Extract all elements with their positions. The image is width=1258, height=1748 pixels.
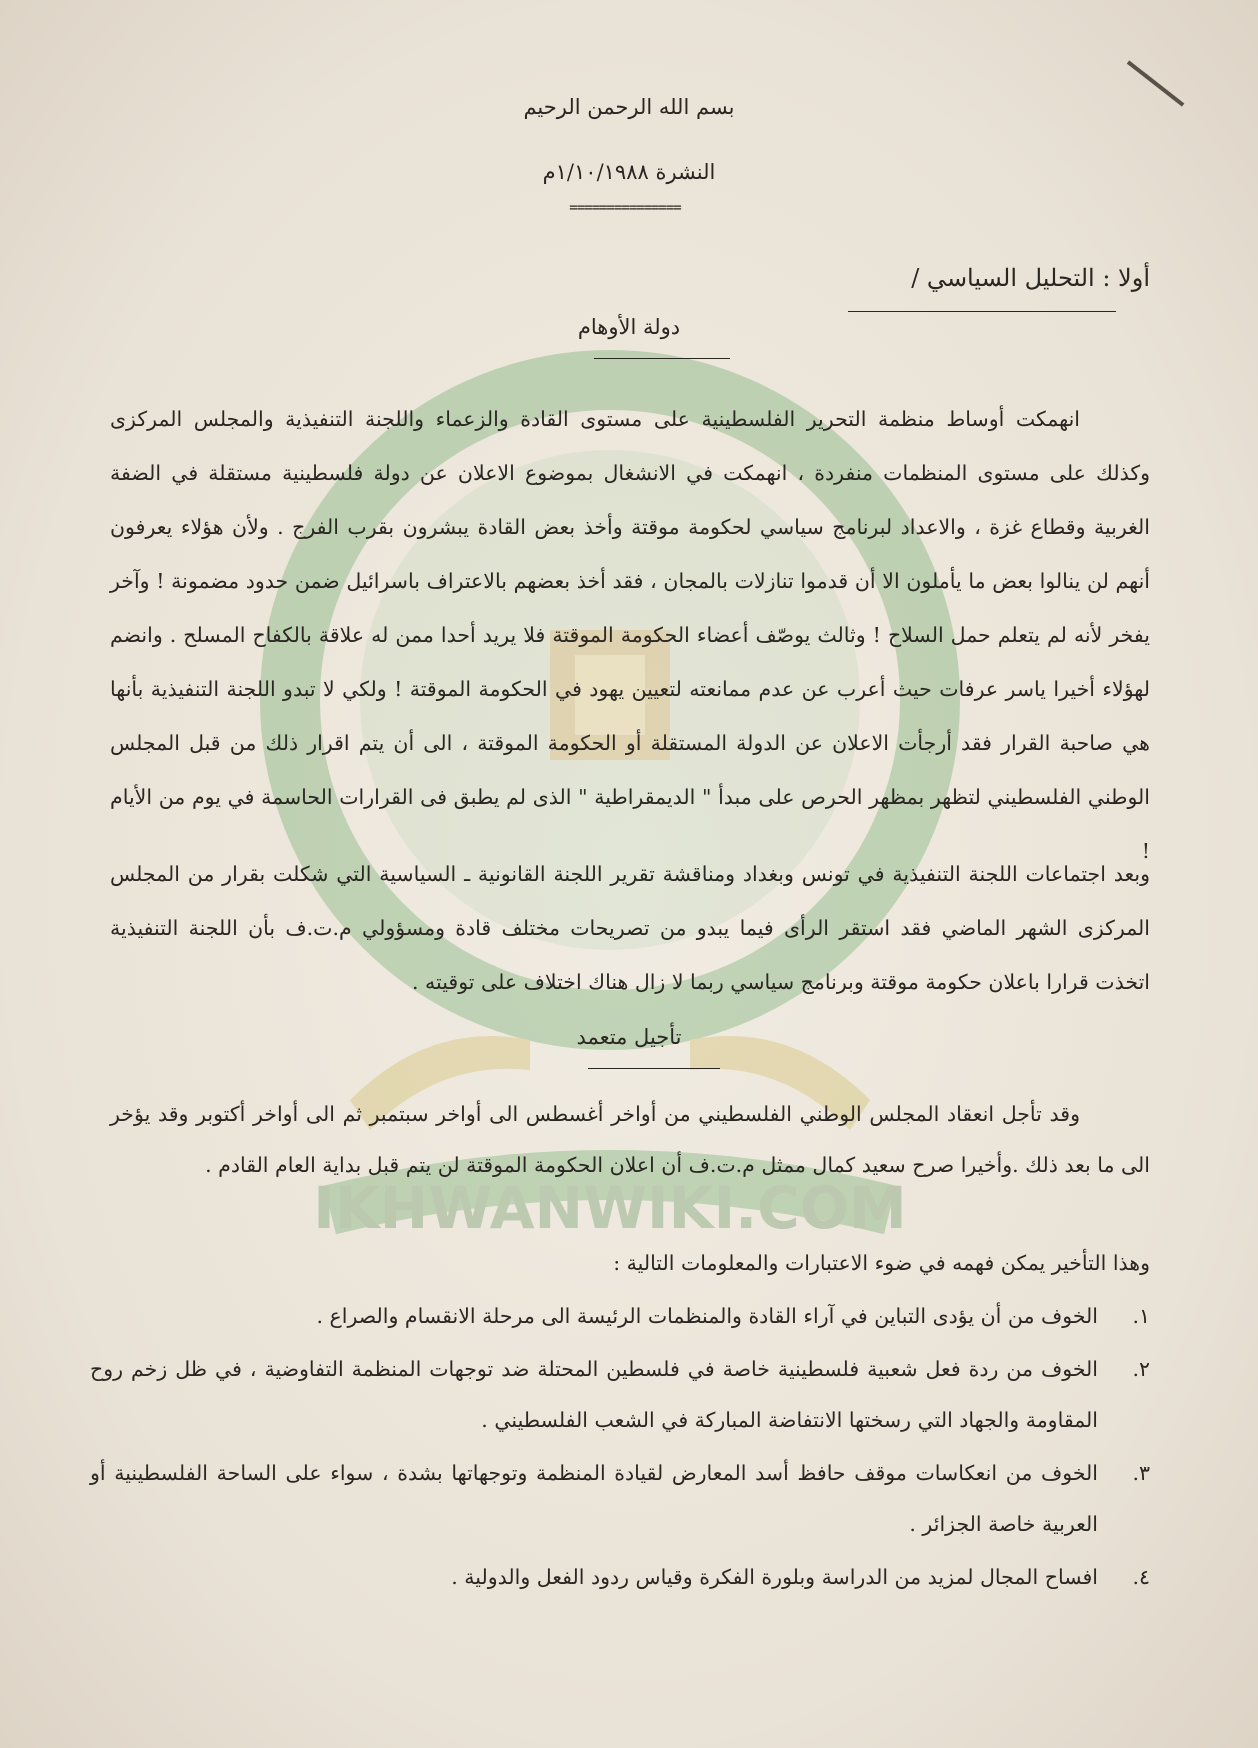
body-paragraph: انهمكت أوساط منظمة التحرير الفلسطينية على مستوى القادة والزعماء واللجنة التنفيذية والمجلس المركزى وكذلك على مستوى المنظمات منفردة ، انهمكت في الانشغال بموضوع الاعلان عن دولة فلسطينية مستقلة في الضفة الغربية وقطاع غزة ، والاعداد لبرنامج سياسي لحكومة موقتة وأخذ بعض القادة يبشرون بقرب الفرج . ولأن هؤلاء يعرفون أنهم لن ينالوا بعض ما يأملون الا أن قدموا تنازلات بالمجان ، فقد أخذ بعضهم بالاعتراف باسرائيل ضمن حدود مضمونة ! وآخر يفخر لأنه لم يتعلم حمل السلاح ! وثالث يوصّف أعضاء الحكومة الموقتة فلا يريد أحدا ممن له علاقة بالكفاح المسلح . وانضم لهؤلاء أخيرا ياسر عرفات حيث أعرب عن عدم ممانعته لتعيين يهود في الحكومة الموقتة ! ولكي لا تبدو اللجنة التنفيذية بأنها هي صاحبة القرار فقد أرجأت الاعلان عن الدولة المستقلة أو الحكومة الموقتة ، الى أن يتم اقرار ذلك من قبل المجلس الوطني الفلسطيني لتظهر بمظهر الحرص على مبدأ " الديمقراطية " الذى لم يطبق فى القرارات الحاسمة في يوم من الأيام ! xyxy=(110,407,1150,863)
body-paragraph: وهذا التأخير يمكن فهمه في ضوء الاعتبارات والمعلومات التالية : xyxy=(613,1251,1150,1275)
body-paragraph: وقد تأجل انعقاد المجلس الوطني الفلسطيني من أواخر أغسطس الى أواخر سبتمبر ثم الى أواخر أكتوبر وقد يؤخر الى ما بعد ذلك .وأخيرا صرح سعيد كمال ممثل م.ت.ف أن اعلان الحكومة الموقتة لن يتم قبل بداية العام القادم . xyxy=(110,1102,1150,1177)
considerations-list xyxy=(90,1291,1150,1605)
issue-double-rule: =============== xyxy=(569,200,681,216)
subsection-title: تأجيل متعمد xyxy=(576,1025,682,1049)
section-underline xyxy=(848,311,1116,312)
list-item-text: الخوف من أن يؤدى التباين في آراء القادة والمنظمات الرئيسة الى مرحلة الانقسام والصراع . xyxy=(316,1304,1098,1328)
list-item-text: افساح المجال لمزيد من الدراسة وبلورة الفكرة وقياس ردود الفعل والدولية . xyxy=(451,1565,1098,1589)
subsection-underline xyxy=(588,1068,720,1069)
list-item-text: الخوف من ردة فعل شعبية فلسطينية خاصة في فلسطين المحتلة ضد توجهات المنظمة التفاوضية ، في ظل زخم روح المقاومة والجهاد التي رسختها الانتفاضة المباركة في الشعب الفلسطيني . xyxy=(90,1357,1098,1432)
basmala: بسم الله الرحمن الرحيم xyxy=(523,95,735,119)
list-item-number: ٣. xyxy=(1132,1461,1150,1485)
issue-date-line: النشرة ١/١٠/١٩٨٨م xyxy=(542,160,716,184)
section-title: أولا : التحليل السياسي / xyxy=(911,264,1150,292)
list-item-number: ١. xyxy=(1132,1304,1150,1328)
subsection-title: دولة الأوهام xyxy=(577,315,681,339)
list-item xyxy=(90,1344,1150,1446)
subsection-underline xyxy=(594,358,730,359)
list-item xyxy=(90,1448,1150,1550)
body-paragraph: وبعد اجتماعات اللجنة التنفيذية في تونس وبغداد ومناقشة تقرير اللجنة القانونية ـ السياسية التي شكلت بقرار من المجلس المركزى الشهر الماضي فقد استقر الرأى فيما يبدو من تصريحات مختلف قادة ومسؤولي م.ت.ف بأن اللجنة التنفيذية اتخذت قرارا باعلان حكومة موقتة وبرنامج سياسي ربما لا زال هناك اختلاف على توقيته . xyxy=(110,862,1150,994)
list-item-text: الخوف من انعكاسات موقف حافظ أسد المعارض لقيادة المنظمة وتوجهاتها بشدة ، سواء على الساحة الفلسطينية أو العربية خاصة الجزائر . xyxy=(90,1461,1098,1536)
list-item-number: ٤. xyxy=(1132,1565,1150,1589)
watermark-text: IKHWANWIKI.COM xyxy=(313,1174,907,1242)
list-item xyxy=(90,1552,1150,1603)
list-item-number: ٢. xyxy=(1132,1357,1150,1381)
list-item xyxy=(90,1291,1150,1342)
